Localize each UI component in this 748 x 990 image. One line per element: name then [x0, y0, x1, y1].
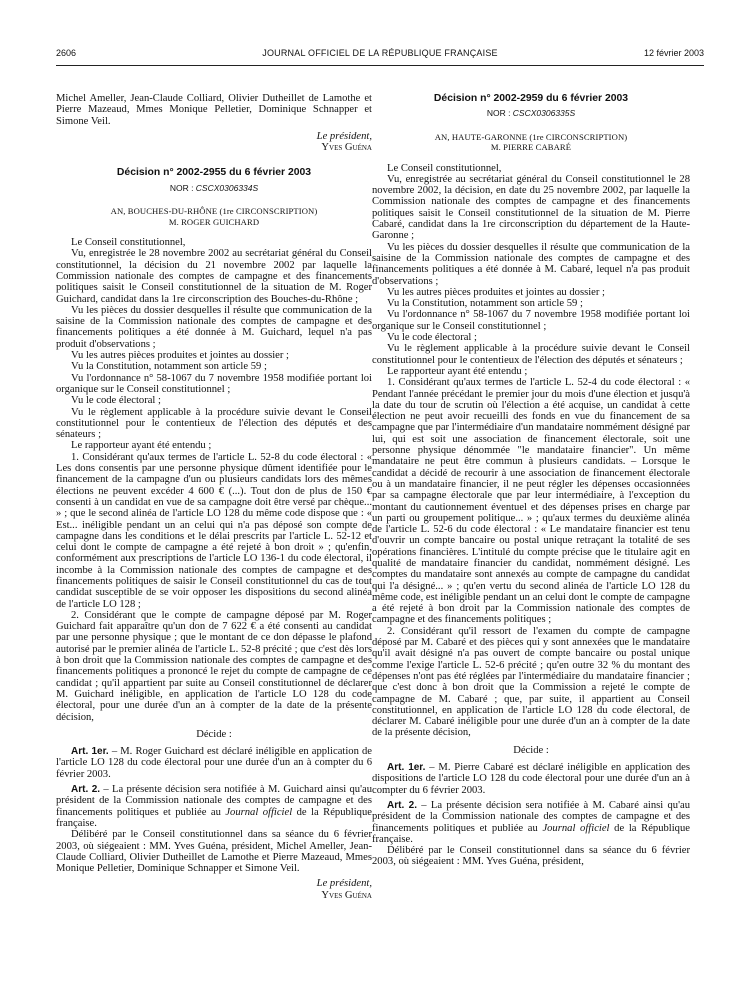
signature-role: Le président,	[316, 878, 372, 890]
paragraph: Vu les autres pièces produites et jointes au dossier ;	[71, 350, 289, 362]
paragraph: Le Conseil constitutionnel,	[71, 237, 186, 249]
deliberation-paragraph: Délibéré par le Conseil constitutionnel dans sa séance du 6 février 2003, où siégeaient : MM. Yves Guéna, président,	[372, 845, 690, 868]
deliberation-paragraph: Délibéré par le Conseil constitutionnel dans sa séance du 6 février 2003, où siégeaient : MM. Yves Guéna, président, Michel Ameller, Jean-Claude Colliard, Olivier Dutheillet de Lamothe et Pierre Mazeaud, Mmes Monique Pelletier, Dominique Schnapper et Simone Veil.	[56, 829, 372, 875]
constituency-heading: AN, HAUTE-GARONNE (1re CIRCONSCRIPTION) M. PIERRE CABARÉ	[434, 131, 628, 153]
paragraph: 1. Considérant qu'aux termes de l'article L. 52-4 du code électoral : « Pendant l'année précédant le premier jour du mois d'une élection et jusqu'à la date du tour de scrutin où l'élection a été acquise, un candidat à cette élection ne peut avoir recueilli des fonds en vue du financement de sa campagne que par l'intermédiaire d'un mandataire nommément désigné par lui, qui est soit une association de financement électorale, soit une personne physique dénommée "le mandataire financier". Un même mandataire ne peut être commun à plusieurs candidats. – Lorsque le candidat a décidé de recourir à une association de financement électorale ou à un mandataire financier, il ne peut régler les dépenses occasionnées par sa campagne électorale que par leur intermédiaire, à l'exception du montant du cautionnement éventuel et des dépenses prises en charge par un parti ou groupement politique... » ; qu'aux termes du deuxième alinéa de l'article L. 52-6 du code électoral : « Le mandataire financier est tenu d'ouvrir un compte bancaire ou postal unique retraçant la totalité de ses opérations financières. L'intitulé du compte précise que le titulaire agit en qualité de mandataire financier du candidat, nommément désigné. Les comptes du mandataire sont annexés au compte de campagne du candidat qui l'a désigné... » ; qu'en vertu du second alinéa de l'article LO 128 du même code, est inéligible pendant un an celui dont le compte de campagne a été rejeté à bon droit par la Commission nationale des comptes de campagne et des financements politiques ;	[372, 377, 690, 626]
header-rule	[56, 65, 704, 66]
decision-title: Décision n° 2002-2959 du 6 février 2003	[433, 93, 629, 104]
signature-block	[56, 131, 372, 142]
page-number: 2606	[56, 48, 77, 58]
paragraph: 2. Considérant qu'il ressort de l'examen du compte de campagne déposé par M. Cabaré et des pièces qui y sont annexées que le mandataire qu'il avait désigné n'a pas ouvert de compte bancaire ou postal unique comme l'exige l'article L. 52-6 précité ; qu'en outre 32 % du montant des dépenses n'ont pas été réglées par l'intermédiaire du mandataire financier ; que c'est donc à bon droit que la Commission a rejeté le compte de campagne de M. Cabaré ; que, par suite, il appartient au Conseil constitutionnel, en application de l'article LO 128 du code électoral, de déclarer M. Cabaré inéligible pour une durée d'un an à compter de la date de la présente décision,	[372, 625, 690, 739]
article-1: Art. 1er. – M. Pierre Cabaré est déclaré inéligible en application des dispositions de l'article LO 128 du code électoral pour une durée d'un an à compter du 6 février 2003.	[372, 762, 690, 796]
signature-name: Yves Guéna	[321, 142, 372, 154]
page-header	[56, 48, 704, 64]
paragraph: Vu, enregistrée le 28 novembre 2002 au secrétariat général du Conseil constitutionnel, la décision du 21 novembre 2002 par laquelle la Commission nationale des comptes de campagne et des financements politiques saisit le Conseil constitutionnel de la situation de M. Roger Guichard, candidat dans la 1re circonscription des Bouches-du-Rhône ;	[56, 248, 372, 305]
nor-reference: NOR : CSCX0306335S	[486, 108, 576, 119]
paragraph: Vu la Constitution, notamment son article 59 ;	[71, 361, 267, 373]
issue-date: 12 février 2003	[643, 48, 704, 58]
decide-heading: Décide :	[513, 744, 549, 756]
signature-role: Le président,	[316, 130, 372, 142]
paragraph: Vu le code électoral ;	[71, 395, 161, 407]
paragraph: Vu la Constitution, notamment son article 59 ;	[387, 298, 583, 310]
paragraph: Vu le règlement applicable à la procédure suivie devant le Conseil constitutionnel pour le contentieux de l'élection des députés et des sénateurs ;	[56, 406, 372, 441]
article-2: Art. 2. – La présente décision sera notifiée à M. Guichard ainsi qu'au président de la Commission nationale des comptes de campagne et des financements politiques et publiée au Journal officiel de la République française.	[56, 784, 373, 829]
paragraph: Vu les autres pièces produites et jointes au dossier ;	[387, 286, 605, 298]
paragraph: Le Conseil constitutionnel,	[387, 162, 502, 174]
nor-reference: NOR : CSCX0306334S	[169, 182, 259, 193]
paragraph: Vu le règlement applicable à la procédure suivie devant le Conseil constitutionnel pour le contentieux de l'élection des députés et sénateurs ;	[372, 343, 690, 366]
constituency-heading: AN, BOUCHES-DU-RHÔNE (1re CIRCONSCRIPTION) M. ROGER GUICHARD	[110, 206, 318, 227]
paragraph: Le rapporteur ayant été entendu ;	[71, 440, 212, 452]
paragraph: Vu l'ordonnance n° 58-1067 du 7 novembre 1958 modifiée portant loi organique sur le Conseil constitutionnel ;	[372, 309, 690, 332]
previous-decision-members: Michel Ameller, Jean-Claude Colliard, Olivier Dutheillet de Lamothe et Pierre Mazeaud, Mmes Monique Pelletier, Dominique Schnapper et Simone Veil.	[56, 93, 372, 127]
decide-heading: Décide :	[196, 728, 232, 740]
paragraph: Le rapporteur ayant été entendu ;	[387, 365, 528, 377]
paragraph: Vu le code électoral ;	[387, 332, 477, 344]
journal-title: JOURNAL OFFICIEL DE LA RÉPUBLIQUE FRANÇAISE	[262, 48, 498, 58]
article-2: Art. 2. – La présente décision sera notifiée à M. Cabaré ainsi qu'au président de la Commission nationale des comptes de campagne et des financements politiques et publiée au Journal officiel de la République française.	[372, 799, 691, 845]
paragraph: 1. Considérant qu'aux termes de l'article L. 52-8 du code électoral : « Les dons consentis par une personne physique dûment identifiée pour le financement de la campagne d'un ou plusieurs candidats lors des mêmes élections ne peuvent excéder 4 600 € (...). Tout don de plus de 150 € consenti à un candidat en vue de sa campagne doit être versé par chèque... » ; que le second alinéa de l'article LO 128 du même code dispose que : « Est... inéligible pendant un an celui qui n'a pas déposé son compte de campagne dans les conditions et le délai prescrits par l'article L. 52-12 et celui dont le compte de campagne a été rejeté à bon droit » ; qu'enfin, conformément aux prescriptions de l'article LO 136-1 du code électoral, il incombe à la Commission nationale des comptes de campagne et des financements politiques de saisir le Conseil constitutionnel du cas de tout candidat susceptible de se voir opposer les dispositions du second alinéa de l'article LO 128 ;	[56, 451, 372, 610]
paragraph: 2. Considérant que le compte de campagne déposé par M. Roger Guichard fait apparaître qu'un don de 7 622 € a été consenti au candidat par une personne physique ; que le montant de ce don dépasse le plafond autorisé par le premier alinéa de l'article L. 52-8 précité ; que c'est dès lors à bon droit que la Commission nationale des comptes de campagne et des financements politiques a prononcé le rejet du compte de campagne de ce candidat ; qu'il appartient par suite au Conseil constitutionnel de déclarer M. Guichard inéligible, en application de l'article LO 128 du code électoral, pour une durée d'un an à compter de la date de la présente décision,	[56, 609, 372, 723]
paragraph: Vu l'ordonnance n° 58-1067 du 7 novembre 1958 modifiée portant loi organique sur le Conseil constitutionnel ;	[56, 372, 372, 395]
article-1: Art. 1er. – M. Roger Guichard est déclaré inéligible en application de l'article LO 128 du code électoral pour une durée d'un an à compter du 6 février 2003.	[56, 746, 372, 780]
paragraph: Vu les pièces du dossier desquelles il résulte que communication de la saisine de la Commission nationale des comptes de campagne et des financements politiques a été donnée à M. Guichard, lequel n'a pas produit d'observations ;	[56, 304, 372, 350]
right-column	[372, 93, 690, 868]
signature-block	[56, 878, 372, 889]
signature-name: Yves Guéna	[321, 889, 372, 901]
paragraph: Vu les pièces du dossier desquelles il résulte que communication de la saisine de la Commission nationale des comptes de campagne et des financements politiques a été donnée à M. Cabaré, lequel n'a pas produit d'observations ;	[372, 241, 690, 287]
left-column	[56, 93, 372, 901]
paragraph: Vu, enregistrée au secrétariat général du Conseil constitutionnel le 28 novembre 2002, la décision, en date du 25 novembre 2002, par laquelle la Commission nationale des comptes de campagne et des financements politiques saisit le Conseil constitutionnel de la situation de M. Pierre Cabaré, candidat dans la 1re circonscription du département de la Haute-Garonne ;	[372, 173, 690, 242]
decision-title: Décision n° 2002-2955 du 6 février 2003	[116, 167, 312, 179]
